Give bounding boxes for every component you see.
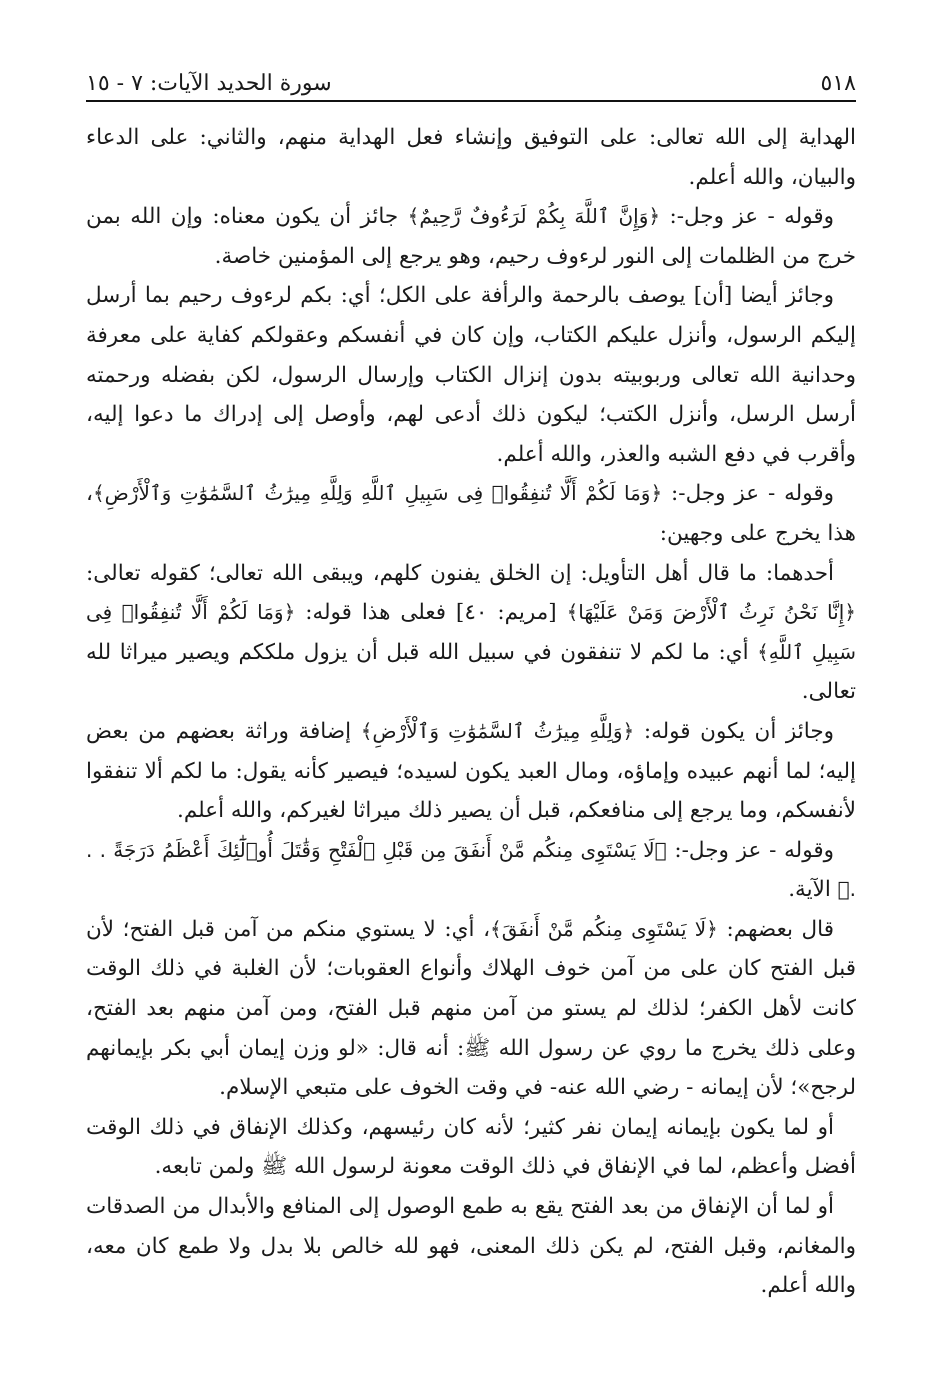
paragraph bbox=[86, 197, 856, 276]
paragraph bbox=[86, 831, 856, 910]
prose-text: وقوله - عز وجل-: bbox=[660, 204, 834, 230]
paragraph bbox=[86, 554, 856, 712]
prose-text: [مريم: ٤٠] فعلى هذا قوله: bbox=[295, 600, 567, 626]
paragraph bbox=[86, 712, 856, 831]
body-text bbox=[86, 118, 856, 1306]
prose-text: الهداية إلى الله تعالى: على التوفيق وإنشاء فعل الهداية منهم، والثاني: على الدعاء والبيان، والله أعلم. bbox=[86, 125, 856, 190]
quran-verse: ﴿وَمَا لَكُمْ أَلَّا تُنفِقُوا۟ فِى سَبِيلِ ٱللَّهِ وَلِلَّهِ مِيرَٰثُ ٱلسَّمَٰوَٰتِ وَٱلْأَرْضِ﴾ bbox=[92, 481, 663, 506]
paragraph bbox=[86, 474, 856, 553]
paragraph bbox=[86, 276, 856, 474]
quran-verse: ﴿وَمَا لَكُمْ أَلَّا تُنفِقُوا۟ فِى سَبِيلِ ٱللَّهِ﴾ bbox=[86, 600, 856, 664]
prose-text: أحدهما: ما قال أهل التأويل: إن الخلق يفنون كلهم، ويبقى الله تعالى؛ كقوله تعالى: bbox=[86, 560, 834, 586]
paragraph bbox=[86, 1187, 856, 1306]
prose-text: إضافة وراثة بعضهم من بعض إليه؛ لما أنهم عبيده وإماؤه، ومال العبد يكون لسيده؛ فيصير كأنه يقول: ما لكم ألا تنفقوا لأنفسكم، وما يرجع إلى منافعكم، قبل أن يصير ذلك ميراثا لغيركم، والله أعلم. bbox=[86, 718, 856, 824]
quran-verse: ﴿لَا يَسْتَوِى مِنكُم مَّنْ أَنفَقَ مِن قَبْلِ ٱلْفَتْحِ وَقَٰتَلَ أُو۟لَٰٓئِكَ أَعْظَمُ دَرَجَةً . . .﴾ bbox=[86, 837, 856, 902]
paragraph bbox=[86, 118, 856, 197]
prose-text: أو لما يكون بإيمانه إيمان نفر كثير؛ لأنه كان رئيسهم، وكذلك الإنفاق في ذلك الوقت أفضل وأعظم، لما في الإنفاق في ذلك الوقت معونة لرسول الله ﷺ ولمن تابعه. bbox=[86, 1114, 856, 1180]
page-number: ٥١٨ bbox=[820, 71, 856, 96]
quran-verse: ﴿وَلِلَّهِ مِيرَٰثُ ٱلسَّمَٰوَٰتِ وَٱلْأَرْضِ﴾ bbox=[360, 718, 635, 743]
header-divider bbox=[86, 100, 856, 102]
prose-text: ، هذا يخرج على وجهين: bbox=[86, 481, 856, 546]
quran-verse: ﴿وَإِنَّ ٱللَّهَ بِكُمْ لَرَءُوفٌ رَّحِيمٌ﴾ bbox=[407, 204, 661, 229]
prose-text: وقوله - عز وجل-: bbox=[666, 837, 834, 863]
section-title: سورة الحديد الآيات: ٧ - ١٥ bbox=[86, 71, 332, 96]
prose-text: وجائز أيضا [أن] يوصف بالرحمة والرأفة على الكل؛ أي: بكم لرءوف رحيم بما أرسل إليكم الرسول، وأنزل عليكم الكتاب، وإن كان في أنفسكم وعقولكم كفاية على معرفة وحدانية الله تعالى وربوبيته بدون إنزال الكتاب وإرسال الرسول، لكن بفضله ورحمته أرسل الرسل، وأنزل الكتب؛ ليكون ذلك أدعى لهم، وأوصل إلى إدراك ما دعوا إليه، وأقرب في دفع الشبه والعذر، والله أعلم. bbox=[86, 283, 856, 467]
paragraph bbox=[86, 910, 856, 1108]
prose-text: أي: ما لكم لا تنفقون في سبيل الله قبل أن يزول ملككم ويصير ميراثا لله تعالى. bbox=[86, 639, 856, 705]
prose-text: ، أي: لا يستوي منكم من آمن قبل الفتح؛ لأن قبل الفتح كان على من آمن خوف الهلاك وأنواع العقوبات؛ لأن الغلبة في ذلك الوقت كانت لأهل الكفر؛ لذلك لم يستو من آمن منهم قبل الفتح، ومن آمن منهم بعد الفتح، وعلى ذلك يخرج ما روي عن رسول الله ﷺ: أنه قال: «لو وزن إيمان أبي بكر بإيمانهم لرجح»؛ لأن إيمانه - رضي الله عنه- في وقت الخوف على متبعي الإسلام. bbox=[86, 916, 856, 1101]
running-header bbox=[86, 56, 856, 96]
prose-text: وجائز أن يكون قوله: bbox=[634, 718, 834, 744]
prose-text: أو لما أن الإنفاق من بعد الفتح يقع به طمع الوصول إلى المنافع والأبدال من الصدقات والمغانم، وقبل الفتح، لم يكن ذلك المعنى، فهو لله خالص بلا بدل ولا طمع كان معه، والله أعلم. bbox=[86, 1194, 856, 1299]
prose-text: وقوله - عز وجل-: bbox=[662, 481, 834, 507]
prose-text: قال بعضهم: bbox=[717, 916, 834, 942]
prose-text: الآية. bbox=[788, 877, 838, 903]
paragraph bbox=[86, 1108, 856, 1187]
quran-verse: ﴿لَا يَسْتَوِى مِنكُم مَّنْ أَنفَقَ﴾ bbox=[490, 916, 718, 941]
quran-verse: ﴿إِنَّا نَحْنُ نَرِثُ ٱلْأَرْضَ وَمَنْ عَلَيْهَا﴾ bbox=[566, 600, 856, 625]
prose-text: جائز أن يكون معناه: وإن الله بمن خرج من الظلمات إلى النور لرءوف رحيم، وهو يرجع إلى المؤمنين خاصة. bbox=[86, 204, 856, 269]
